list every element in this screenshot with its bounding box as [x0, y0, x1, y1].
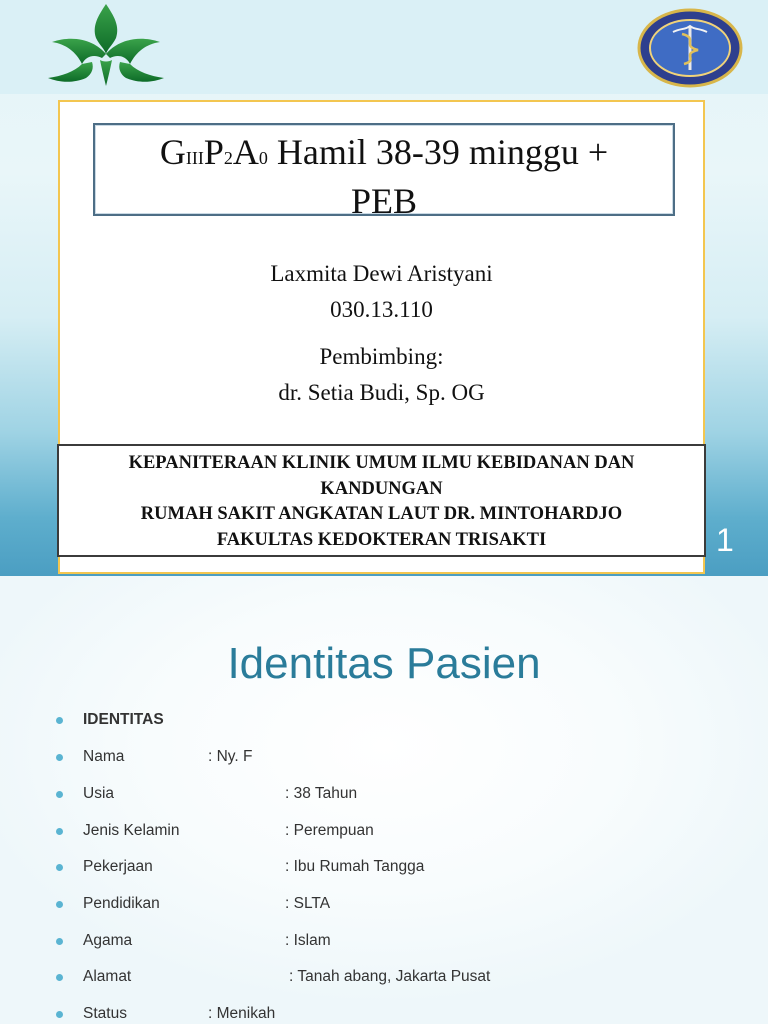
list-item — [0, 1003, 768, 1024]
item-label: IDENTITAS — [83, 711, 164, 728]
list-item — [0, 783, 768, 807]
title-p: P — [203, 132, 224, 172]
item-label: Nama — [83, 748, 125, 765]
identity-list — [0, 576, 768, 1024]
title-g: G — [159, 132, 186, 172]
item-label: Pendidikan — [83, 895, 160, 912]
title-g-sub: III — [185, 148, 204, 168]
slide-title: Identitas Pasien — [227, 639, 541, 688]
list-item — [0, 966, 768, 990]
list-item — [0, 746, 768, 770]
author-id: 030.13.110 — [330, 297, 433, 322]
list-item — [0, 709, 768, 733]
item-value: : Menikah — [208, 1005, 276, 1022]
item-value: : Islam — [285, 932, 331, 949]
institution-box — [57, 444, 706, 557]
item-label: Agama — [83, 932, 133, 949]
patient-identity-slide — [0, 576, 768, 1024]
institution-line: KANDUNGAN — [320, 478, 443, 499]
item-value: : SLTA — [285, 895, 331, 912]
bullet-icon — [56, 717, 63, 724]
bullet-icon — [56, 901, 63, 908]
item-label: Jenis Kelamin — [83, 822, 180, 839]
item-label: Alamat — [83, 968, 132, 985]
presentation-title — [93, 123, 675, 221]
item-value: : Tanah abang, Jakarta Pusat — [289, 968, 491, 985]
item-label: Status — [83, 1005, 127, 1022]
bullet-icon — [56, 864, 63, 871]
bullet-icon — [56, 938, 63, 945]
item-value: : Ibu Rumah Tangga — [285, 858, 425, 875]
list-item — [0, 820, 768, 844]
title-a-sub: 0 — [258, 148, 268, 168]
slide-number: 1 — [716, 522, 734, 558]
bullet-icon — [56, 828, 63, 835]
title-a: A — [232, 132, 259, 172]
list-item — [0, 893, 768, 917]
title-line2: PEB — [350, 181, 418, 221]
supervisor-name: dr. Setia Budi, Sp. OG — [278, 380, 485, 405]
bullet-icon — [56, 974, 63, 981]
list-item — [0, 930, 768, 954]
item-value: : Perempuan — [285, 822, 374, 839]
supervisor-label: Pembimbing: — [319, 344, 444, 369]
list-item — [0, 856, 768, 880]
item-label: Pekerjaan — [83, 858, 153, 875]
item-value: : 38 Tahun — [285, 785, 358, 802]
university-emblem-icon — [46, 2, 166, 88]
item-value: : Ny. F — [208, 748, 253, 765]
bullet-icon — [56, 1011, 63, 1018]
item-label: Usia — [83, 785, 115, 802]
title-rest: Hamil 38-39 minggu + — [267, 132, 609, 172]
author-name: Laxmita Dewi Aristyani — [270, 261, 493, 286]
title-p-sub: 2 — [223, 148, 233, 168]
institution-line: KEPANITERAAN KLINIK UMUM ILMU KEBIDANAN DAN — [128, 453, 635, 473]
institution-line: FAKULTAS KEDOKTERAN TRISAKTI — [216, 529, 547, 550]
institution-line: RUMAH SAKIT ANGKATAN LAUT DR. MINTOHARDJO — [140, 504, 623, 524]
hospital-seal-icon — [637, 8, 743, 88]
bullet-icon — [56, 754, 63, 761]
bullet-icon — [56, 791, 63, 798]
